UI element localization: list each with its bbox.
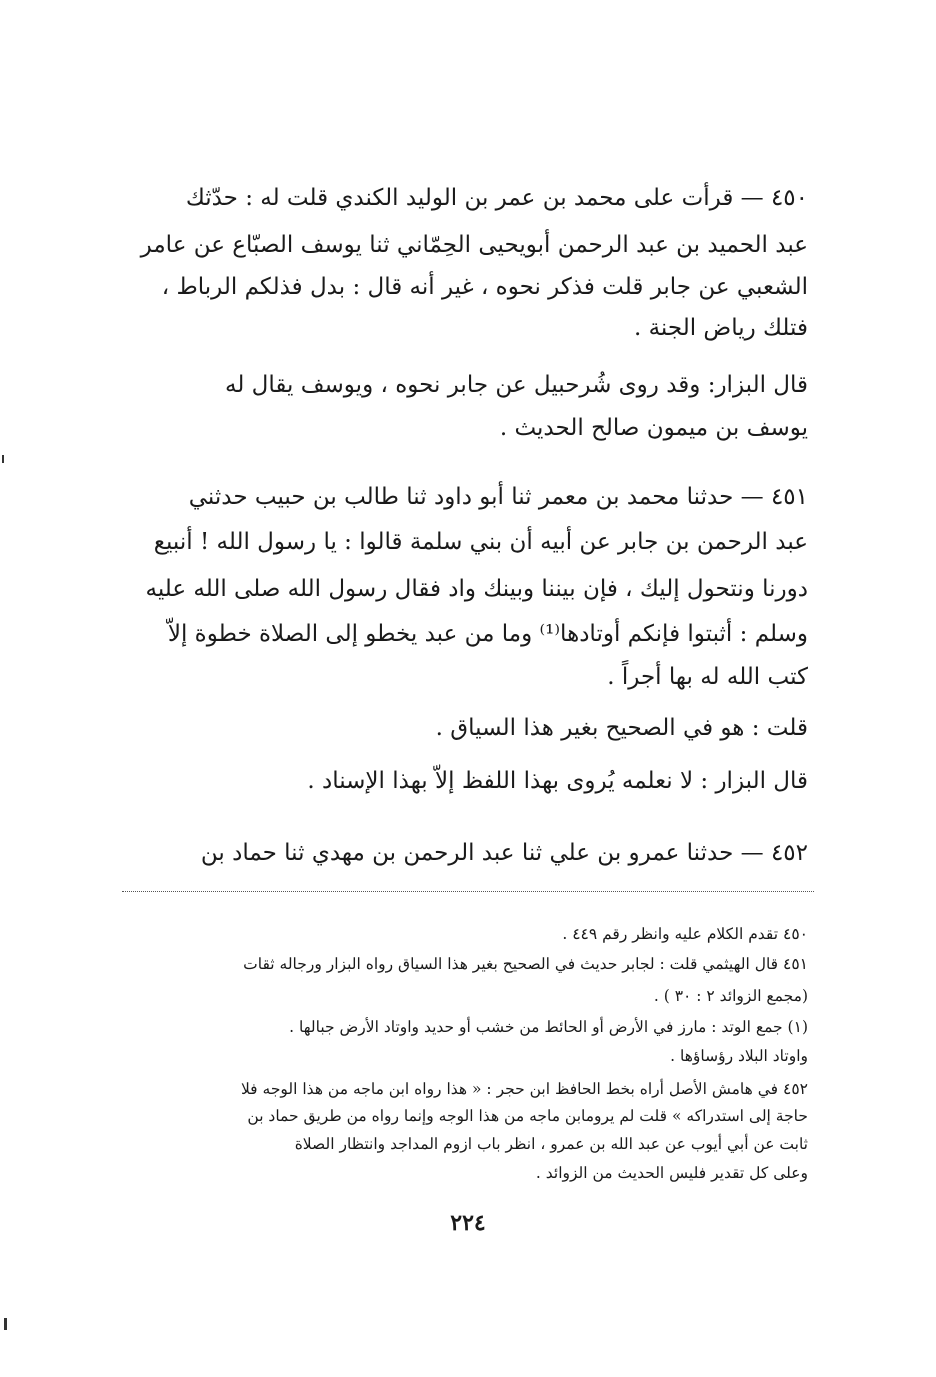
footnote-separator bbox=[122, 891, 814, 892]
scan-speck bbox=[2, 455, 4, 463]
hadith-451-line-4: وسلم : أثبتوا فإنكم أوتادها⁽¹⁾ وما من عبد يخطو إلى الصلاة خطوة إلاّ bbox=[167, 621, 808, 647]
hadith-450-line-3: الشعبي عن جابر قلت فذكر نحوه ، غير أنه قال : بدل فذلكم الرباط ، bbox=[161, 274, 808, 300]
hadith-451-line-2: عبد الرحمن بن جابر عن أبيه أن بني سلمة قالوا : يا رسول الله ! أنبيع bbox=[153, 529, 808, 555]
footnote-452-line-1: ٤٥٢ في هامش الأصل أراه بخط الحافظ ابن حجر : « هذا رواه ابن ماجه من هذا الوجه فلا bbox=[240, 1080, 808, 1098]
hadith-451-line-1: ٤٥١ — حدثنا محمد بن معمر ثنا أبو داود ثنا طالب بن حبيب حدثني bbox=[188, 484, 808, 510]
hadith-450-line-1: ٤٥٠ — قرأت على محمد بن عمر بن الوليد الكندي قلت له : حدّثك bbox=[185, 185, 808, 211]
footnote-450: ٤٥٠ تقدم الكلام عليه وانظر رقم ٤٤٩ . bbox=[562, 925, 808, 943]
footnote-451-line-1: ٤٥١ قال الهيثمي قلت : لجابر حديث في الصحيح بغير هذا السياق رواه البزار ورجاله ثقات bbox=[243, 955, 808, 973]
bazzar-comment-450-line-1: قال البزار: وقد روى شُرحبيل عن جابر نحوه ، ويوسف يقال له bbox=[225, 372, 808, 398]
scan-speck bbox=[4, 1318, 7, 1330]
footnote-1-line-2: واوتاد البلاد رؤساؤها . bbox=[670, 1047, 808, 1065]
hadith-452-line-1: ٤٥٢ — حدثنا عمرو بن علي ثنا عبد الرحمن بن مهدي ثنا حماد بن bbox=[200, 840, 808, 866]
bazzar-comment-451: قال البزار : لا نعلمه يُروى بهذا اللفظ إلاّ بهذا الإسناد . bbox=[307, 768, 808, 794]
hadith-450-line-2: عبد الحميد بن عبد الرحمن أبويحيى الحِمّاني ثنا يوسف الصبّاع عن عامر bbox=[140, 232, 808, 258]
author-comment-451: قلت : هو في الصحيح بغير هذا السياق . bbox=[435, 715, 808, 741]
hadith-450-line-4: فتلك رياض الجنة . bbox=[633, 315, 808, 341]
page-number: ٢٢٤ bbox=[450, 1210, 486, 1236]
hadith-451-line-5: كتب الله له بها أجراً . bbox=[607, 664, 808, 690]
footnote-452-line-3: ثابت عن أبي أيوب عن عبد الله بن عمرو ، انظر باب ازوم المداجد وانتظار الصلاة bbox=[294, 1135, 808, 1153]
bazzar-comment-450-line-2: يوسف بن ميمون صالح الحديث . bbox=[499, 415, 808, 441]
footnote-1-line-1: (١) جمع الوتد : مارز في الأرض أو الحائط من خشب أو حديد واوتاد الأرض جبالها . bbox=[289, 1018, 808, 1036]
hadith-451-line-3: دورنا ونتحول إليك ، فإن بيننا وبينك واد فقال رسول الله صلى الله عليه bbox=[145, 576, 808, 602]
footnote-452-line-4: وعلى كل تقدير فليس الحديث من الزوائد . bbox=[535, 1164, 808, 1182]
footnote-451-line-2: (مجمع الزوائد ٢ : ٣٠ ) . bbox=[653, 987, 808, 1005]
footnote-452-line-2: حاجة إلى استدراكه » قلت لم يرومابن ماجه من هذا الوجه وإنما رواه من طريق حماد بن bbox=[247, 1107, 808, 1125]
